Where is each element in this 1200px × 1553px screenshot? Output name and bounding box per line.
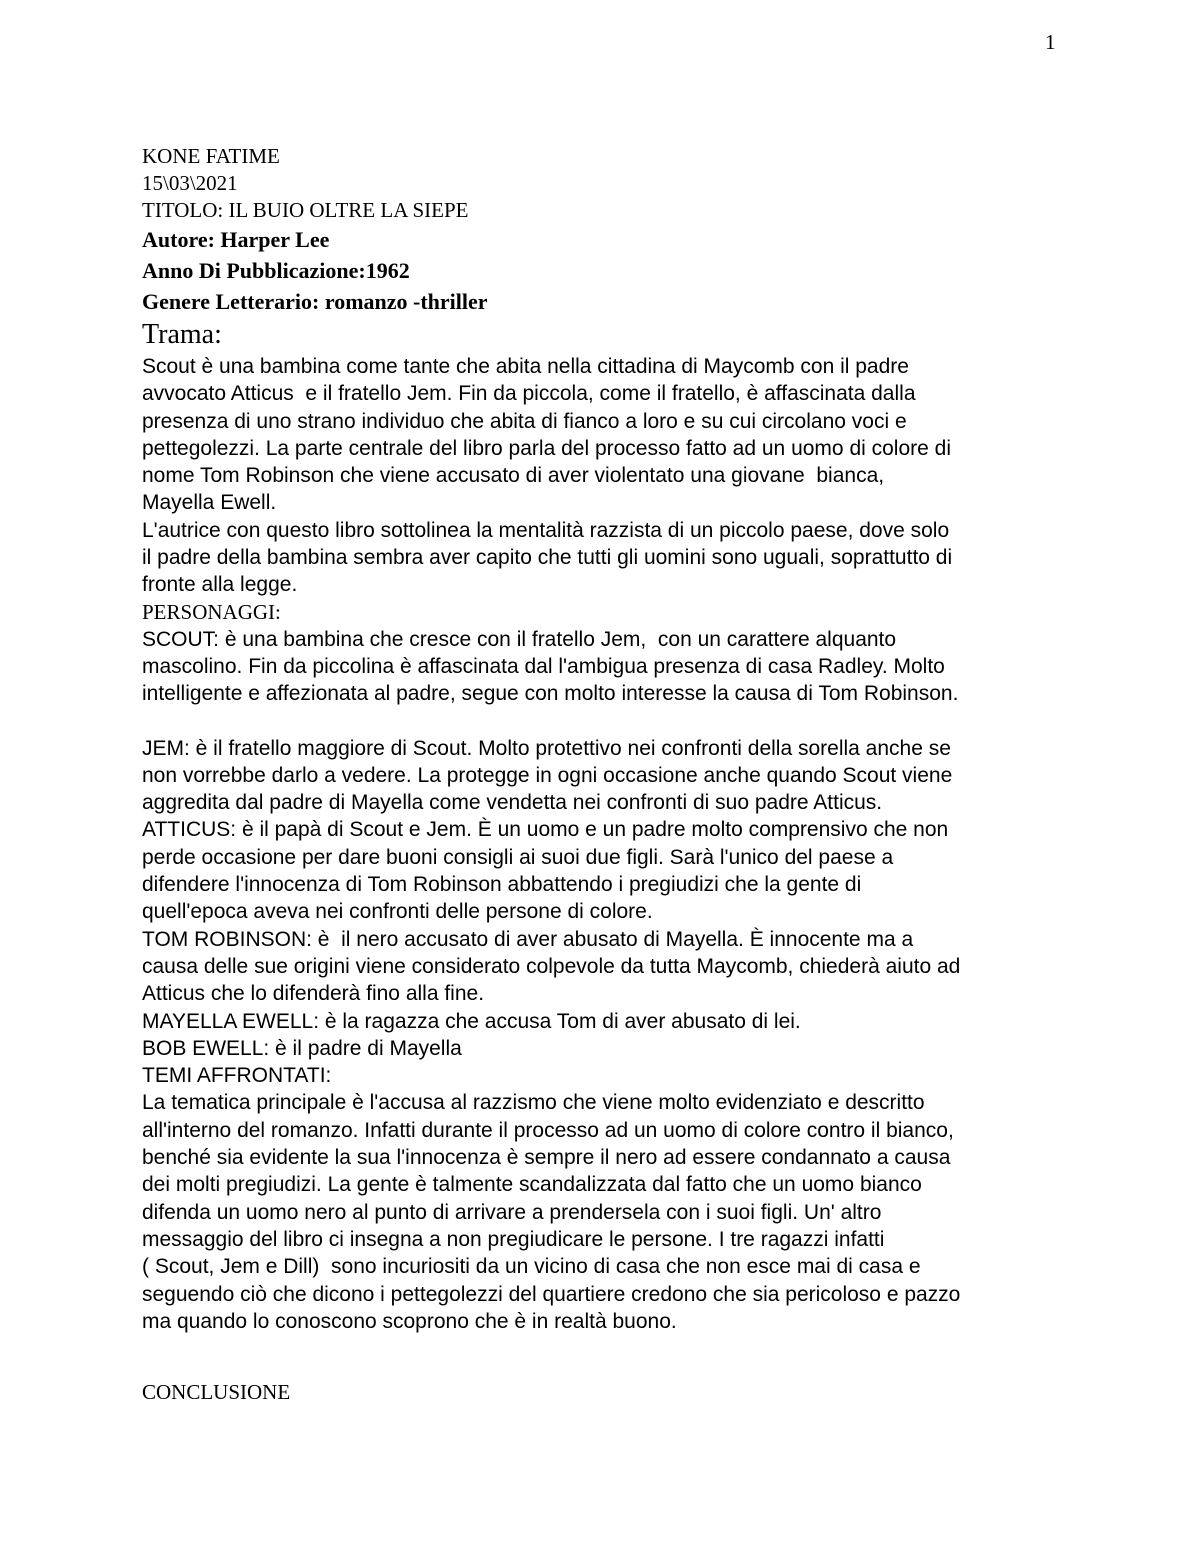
text-line: non vorrebbe darlo a vedere. La protegge in ogni occasione anche quando Scout viene <box>142 763 953 787</box>
text-line: fronte alla legge. <box>142 573 298 597</box>
characters-paragraph <box>142 735 1092 1063</box>
text-line: nome Tom Robinson che viene accusato di aver violentato una giovane bianca, <box>142 464 885 488</box>
trama-heading: Trama: <box>142 319 222 350</box>
text-line: ( Scout, Jem e Dill) sono incuriositi da un vicino di casa che non esce mai di casa e <box>142 1255 921 1279</box>
publication-year: Anno Di Pubblicazione:1962 <box>142 258 410 283</box>
text-line: ma quando lo conoscono scoprono che è in realtà buono. <box>142 1309 677 1333</box>
conclusione-heading: CONCLUSIONE <box>142 1380 291 1405</box>
document-body <box>142 143 1092 1406</box>
personaggi-heading: PERSONAGGI: <box>142 599 281 624</box>
date: 15\03\2021 <box>142 171 238 195</box>
author-name: KONE FATIME <box>142 144 280 168</box>
text-line: ATTICUS: è il papà di Scout e Jem. È un uomo e un padre molto comprensivo che non <box>142 818 949 842</box>
literary-genre: Genere Letterario: romanzo -thriller <box>142 289 488 314</box>
text-line: quell'epoca aveva nei confronti delle persone di colore. <box>142 900 653 924</box>
text-line: seguendo ciò che dicono i pettegolezzi del quartiere credono che sia pericoloso e pazzo <box>142 1282 961 1306</box>
text-line: benché sia evidente la sua l'innocenza è sempre il nero ad essere condannato a causa <box>142 1146 951 1170</box>
temi-paragraph <box>142 1089 1092 1335</box>
text-line: aggredita dal padre di Mayella come vendetta nei confronti di suo padre Atticus. <box>142 791 883 815</box>
text-line: intelligente e affezionata al padre, segue con molto interesse la causa di Tom Robinson. <box>142 682 959 706</box>
text-line: il padre della bambina sembra aver capito che tutti gli uomini sono uguali, soprattutto di <box>142 546 953 570</box>
text-line: BOB EWELL: è il padre di Mayella <box>142 1036 462 1060</box>
text-line: all'interno del romanzo. Infatti durante il processo ad un uomo di colore contro il bianco, <box>142 1118 954 1142</box>
text-line: avvocato Atticus e il fratello Jem. Fin da piccola, come il fratello, è affascinata dalla <box>142 382 916 406</box>
text-line: L'autrice con questo libro sottolinea la mentalità razzista di un piccolo paese, dove solo <box>142 518 950 542</box>
temi-heading: TEMI AFFRONTATI: <box>142 1064 332 1088</box>
blank-line <box>142 708 1092 735</box>
text-line: TOM ROBINSON: è il nero accusato di aver abusato di Mayella. È innocente ma a <box>142 927 914 951</box>
text-line: mascolino. Fin da piccolina è affascinata dal l'ambigua presenza di casa Radley. Molto <box>142 654 945 678</box>
text-line: causa delle sue origini viene considerato colpevole da tutta Maycomb, chiederà aiuto ad <box>142 954 961 978</box>
text-line: dei molti pregiudizi. La gente è talmente scandalizzata dal fatto che un uomo bianco <box>142 1173 922 1197</box>
blank-line <box>142 1335 1092 1379</box>
text-line: JEM: è il fratello maggiore di Scout. Molto protettivo nei confronti della sorella anche se <box>142 736 951 760</box>
book-author: Autore: Harper Lee <box>142 227 330 252</box>
page-number: 1 <box>1045 30 1056 54</box>
trama-paragraph <box>142 353 1092 599</box>
text-line: SCOUT: è una bambina che cresce con il fratello Jem, con un carattere alquanto <box>142 627 897 651</box>
text-line: pettegolezzi. La parte centrale del libro parla del processo fatto ad un uomo di colore di <box>142 436 951 460</box>
text-line: Atticus che lo difenderà fino alla fine. <box>142 982 485 1006</box>
text-line: Mayella Ewell. <box>142 491 277 515</box>
scout-paragraph <box>142 626 1092 708</box>
text-line: La tematica principale è l'accusa al razzismo che viene molto evidenziato e descritto <box>142 1091 925 1115</box>
text-line: presenza di uno strano individuo che abita di fianco a loro e su cui circolano voci e <box>142 409 907 433</box>
text-line: messaggio del libro ci insegna a non pregiudicare le persone. I tre ragazzi infatti <box>142 1227 885 1251</box>
book-title: TITOLO: IL BUIO OLTRE LA SIEPE <box>142 198 469 222</box>
text-line: MAYELLA EWELL: è la ragazza che accusa Tom di aver abusato di lei. <box>142 1009 801 1033</box>
text-line: difenda un uomo nero al punto di arrivare a prendersela con i suoi figli. Un' altro <box>142 1200 882 1224</box>
text-line: difendere l'innocenza di Tom Robinson abbattendo i pregiudizi che la gente di <box>142 873 862 897</box>
text-line: perde occasione per dare buoni consigli ai suoi due figli. Sarà l'unico del paese a <box>142 845 894 869</box>
text-line: Scout è una bambina come tante che abita nella cittadina di Maycomb con il padre <box>142 355 909 378</box>
